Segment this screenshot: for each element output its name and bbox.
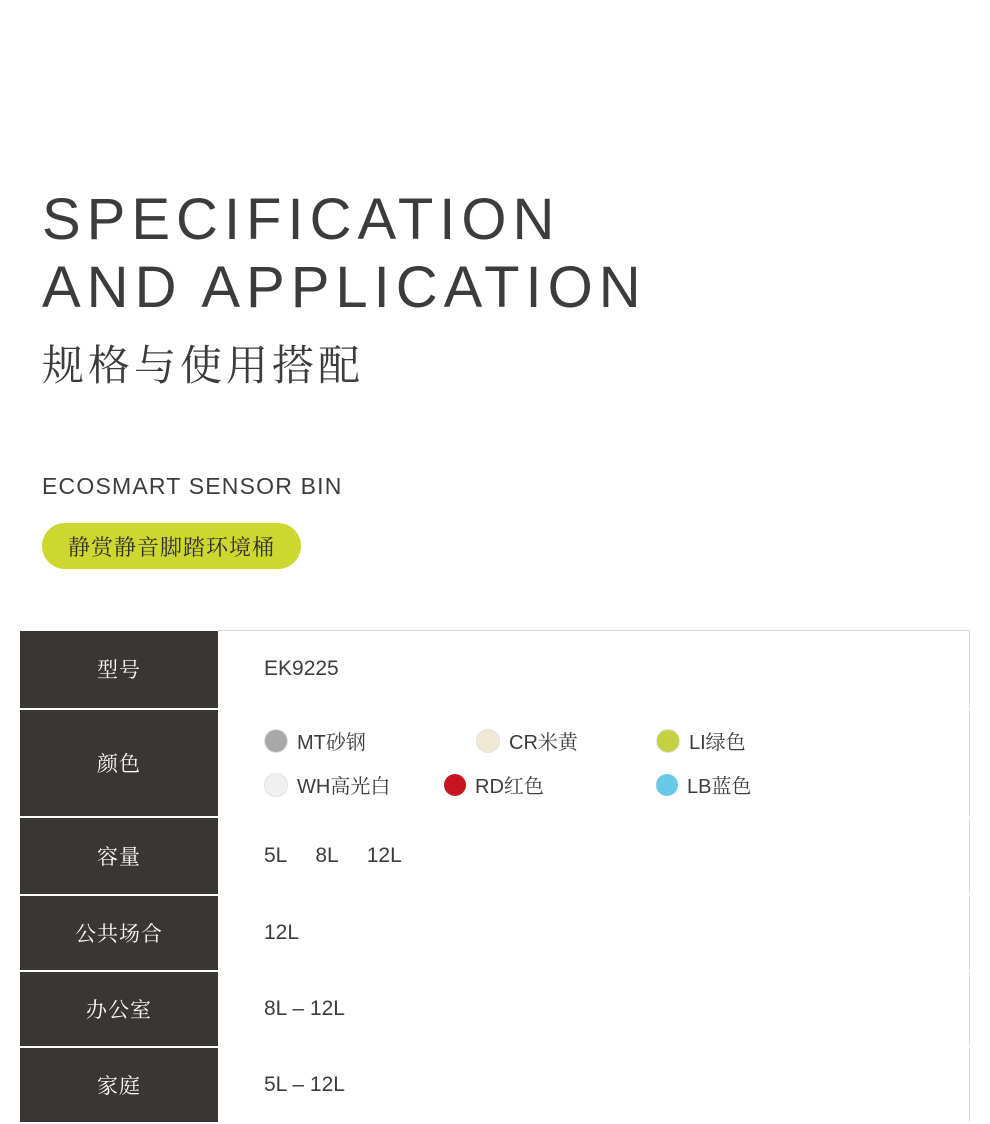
row-label-capacity: 容量 [20,817,218,895]
table-row [20,971,970,1047]
heading-block [42,186,942,392]
table-row [20,631,970,709]
capacity-item: 8L [315,843,339,867]
capacity-list [264,844,969,868]
color-swatch-icon [476,729,500,753]
color-swatch-icon [444,774,466,796]
color-item-label: MT砂钢 [297,732,366,754]
specification-table [20,630,970,1124]
row-value-model: EK9225 [218,631,970,709]
color-item-label: WH高光白 [297,776,391,798]
color-swatch-icon [656,729,680,753]
color-swatch-icon [264,729,288,753]
color-item [264,719,476,763]
row-value-color [218,709,970,817]
color-item-label: LB蓝色 [687,776,752,798]
title-en-line2: AND APPLICATION [42,255,647,320]
row-label-office: 办公室 [20,971,218,1047]
color-item-label: RD红色 [475,776,544,798]
color-item-label: LI绿色 [689,732,746,754]
color-swatch-icon [656,774,678,796]
table-row [20,895,970,971]
table-row [20,1047,970,1123]
row-label-color: 颜色 [20,709,218,817]
product-subtitle: ECOSMART SENSOR BIN [42,473,343,499]
row-value-public: 12L [218,895,970,971]
table-row [20,709,970,817]
row-label-model: 型号 [20,631,218,709]
color-swatch-icon [264,773,288,797]
row-label-public: 公共场合 [20,895,218,971]
row-value-capacity [218,817,970,895]
product-name-badge [42,523,301,569]
color-item [656,719,816,763]
table-row [20,817,970,895]
title-cn: 规格与使用搭配 [42,342,365,389]
color-item [444,763,656,807]
color-item-label: CR米黄 [509,732,578,754]
product-name-badge-label: 静赏静音脚踏环境桶 [68,534,276,560]
color-item [656,763,836,807]
row-value-office: 8L – 12L [218,971,970,1047]
row-label-home: 家庭 [20,1047,218,1123]
color-swatch-list [264,713,964,813]
color-item [264,763,444,807]
row-value-home: 5L – 12L [218,1047,970,1123]
color-item [476,719,656,763]
capacity-item: 5L [264,843,288,867]
capacity-item: 12L [366,843,402,867]
title-en-line1: SPECIFICATION [42,187,561,252]
